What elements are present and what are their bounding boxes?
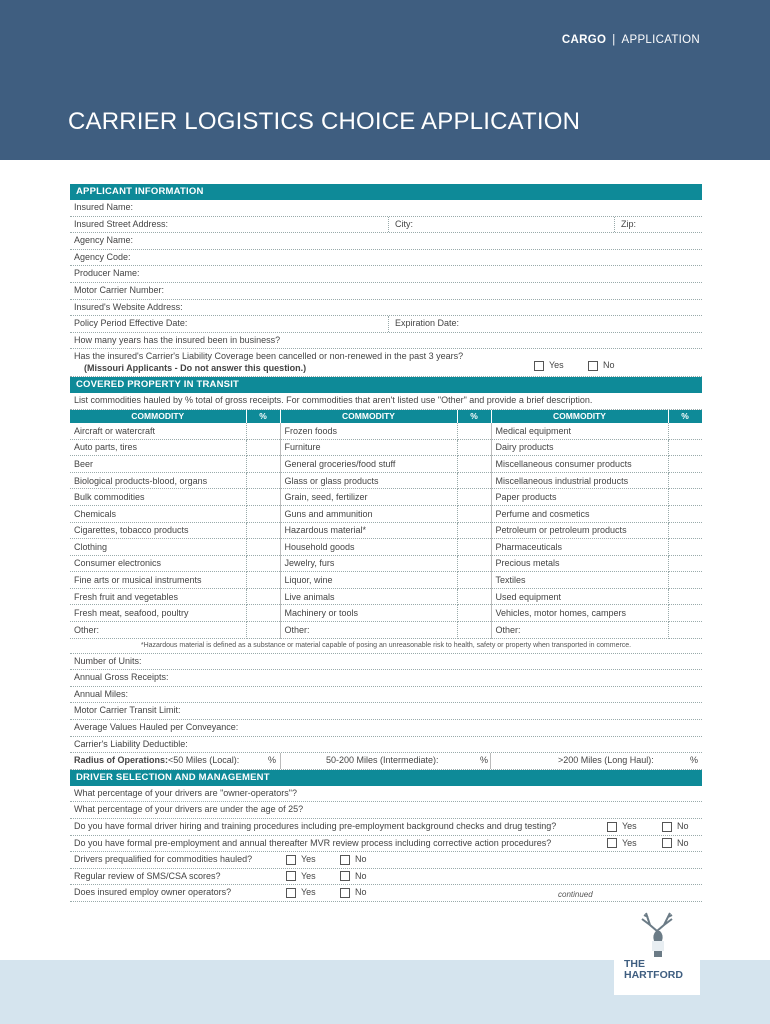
q4-yes-option[interactable]: [607, 836, 637, 852]
logo-line2: HARTFORD: [624, 969, 683, 981]
commodity-pct-input[interactable]: [457, 522, 491, 539]
radius-divider: [280, 753, 281, 769]
commodity-pct-input[interactable]: [457, 555, 491, 572]
checkbox[interactable]: [286, 871, 296, 881]
commodity-pct-input[interactable]: [457, 622, 491, 639]
yes-label: Yes: [622, 837, 637, 848]
radius-label: Radius of Operations:: [74, 755, 169, 766]
commodity-name: Vehicles, motor homes, campers: [491, 605, 668, 622]
commodity-pct-input[interactable]: [668, 588, 702, 605]
checkbox[interactable]: [286, 888, 296, 898]
commodity-name: Dairy products: [491, 439, 668, 456]
commodity-row: [70, 456, 702, 473]
radius-row: [70, 753, 702, 770]
no-label: No: [355, 887, 367, 898]
radius-long-pct[interactable]: %: [690, 755, 699, 766]
section-driver-heading: DRIVER SELECTION AND MANAGEMENT: [70, 770, 702, 786]
commodity-pct-input[interactable]: [457, 539, 491, 556]
deductible-label: Carrier's Liability Deductible:: [74, 738, 188, 749]
radius-inter-label: 50-200 Miles (Intermediate):: [326, 755, 439, 766]
zip-field[interactable]: Zip:: [614, 217, 636, 233]
col-pct: %: [246, 410, 280, 423]
continued-note: continued: [558, 890, 593, 899]
col-commodity: COMMODITY: [70, 410, 246, 423]
logo-line1: THE: [624, 958, 645, 970]
years-in-business-field[interactable]: [70, 333, 702, 350]
commodity-name: Liquor, wine: [280, 572, 457, 589]
street-label: Insured Street Address:: [74, 218, 169, 229]
years-label: How many years has the insured been in business?: [74, 334, 281, 345]
cancelled-question: Has the insured's Carrier's Liability Coverage been cancelled or non-renewed in the past 3 years?: [74, 351, 464, 362]
commodity-row: [70, 505, 702, 522]
commodity-header-row: [70, 410, 702, 423]
commodity-name: Miscellaneous consumer products: [491, 456, 668, 473]
owner-operators-row: [70, 885, 702, 902]
q5-yes-option[interactable]: [286, 852, 316, 868]
q7-label: Does insured employ owner operators?: [74, 887, 232, 898]
checkbox[interactable]: [607, 838, 617, 848]
owner-operators-pct-field[interactable]: [70, 786, 702, 803]
stag-icon: [614, 905, 700, 961]
deductible-field[interactable]: [70, 737, 702, 754]
q1-label: What percentage of your drivers are "owner-operators"?: [74, 787, 297, 798]
agency-name-field[interactable]: [70, 233, 702, 250]
annual-miles-field[interactable]: [70, 687, 702, 704]
yes-label: Yes: [549, 360, 564, 371]
commodity-pct-input[interactable]: [668, 505, 702, 522]
commodity-name: Guns and ammunition: [280, 505, 457, 522]
commodity-name: Precious metals: [491, 555, 668, 572]
no-label: No: [677, 821, 689, 831]
commodity-name: Bulk commodities: [70, 489, 246, 506]
commodity-pct-input[interactable]: [246, 505, 280, 522]
commodity-pct-input[interactable]: [457, 439, 491, 456]
commodity-row: [70, 572, 702, 589]
units-label: Number of Units:: [74, 655, 142, 666]
mvr-review-row: [70, 836, 702, 853]
commodity-pct-input[interactable]: [668, 572, 702, 589]
commodity-name: Other:: [491, 622, 668, 639]
commodity-pct-input[interactable]: [668, 622, 702, 639]
commodity-pct-input[interactable]: [246, 555, 280, 572]
q5-label: Drivers prequalified for commodities hauled?: [74, 854, 253, 865]
commodity-row: [70, 605, 702, 622]
commodity-pct-input[interactable]: [246, 489, 280, 506]
checkbox[interactable]: [286, 855, 296, 865]
agency-name-label: Agency Name:: [74, 235, 134, 246]
commodity-row: [70, 439, 702, 456]
commodity-pct-input[interactable]: [668, 489, 702, 506]
cancelled-question-row: [70, 349, 702, 377]
commodity-name: Jewelry, furs: [280, 555, 457, 572]
commodity-pct-input[interactable]: [457, 456, 491, 473]
q4-no-option[interactable]: [662, 836, 689, 852]
commodity-row: [70, 423, 702, 439]
policy-effective-label: Policy Period Effective Date:: [74, 318, 188, 329]
commodity-pct-input[interactable]: [457, 588, 491, 605]
commodity-row: [70, 555, 702, 572]
q6-no-option[interactable]: [340, 869, 367, 885]
commodity-pct-input[interactable]: [668, 439, 702, 456]
commodity-pct-input[interactable]: [246, 456, 280, 473]
commodity-row: [70, 588, 702, 605]
commodity-pct-input[interactable]: [246, 539, 280, 556]
commodity-pct-input[interactable]: [246, 423, 280, 439]
gross-receipts-field[interactable]: [70, 670, 702, 687]
q3-yes-option[interactable]: [607, 819, 637, 835]
commodity-name: Other:: [280, 622, 457, 639]
under-25-pct-field[interactable]: [70, 802, 702, 819]
commodity-row: [70, 522, 702, 539]
q6-yes-option[interactable]: [286, 869, 316, 885]
commodity-name: Clothing: [70, 539, 246, 556]
radius-local-pct[interactable]: %: [268, 755, 277, 766]
yes-label: Yes: [301, 887, 316, 898]
policy-date-field[interactable]: [70, 316, 702, 333]
prequalified-row: [70, 852, 702, 869]
commodity-pct-input[interactable]: [246, 572, 280, 589]
producer-name-field[interactable]: [70, 266, 702, 283]
breadcrumb-separator: |: [612, 34, 616, 46]
city-field[interactable]: City:: [388, 217, 413, 233]
logo-text: [624, 959, 683, 981]
website-field[interactable]: [70, 300, 702, 317]
hiring-procedures-row: [70, 819, 702, 836]
commodity-row: [70, 489, 702, 506]
radius-divider: [490, 753, 491, 769]
insured-name-field[interactable]: [70, 200, 702, 217]
commodity-pct-input[interactable]: [246, 439, 280, 456]
sms-csa-row: [70, 869, 702, 886]
commodity-name: Consumer electronics: [70, 555, 246, 572]
checkbox[interactable]: [340, 888, 350, 898]
commodity-name: Other:: [70, 622, 246, 639]
commodity-name: Frozen foods: [280, 423, 457, 439]
commodity-name: Fresh fruit and vegetables: [70, 588, 246, 605]
cancelled-no-option[interactable]: [588, 359, 615, 371]
street-address-field[interactable]: [70, 217, 702, 234]
col-pct: %: [457, 410, 491, 423]
checkbox[interactable]: [340, 855, 350, 865]
commodity-pct-input[interactable]: [457, 572, 491, 589]
commodity-name: Beer: [70, 456, 246, 473]
commodity-pct-input[interactable]: [246, 472, 280, 489]
commodity-name: Fresh meat, seafood, poultry: [70, 605, 246, 622]
commodity-row: [70, 539, 702, 556]
col-commodity: COMMODITY: [280, 410, 457, 423]
commodity-pct-input[interactable]: [457, 505, 491, 522]
radius-long-label: >200 Miles (Long Haul):: [558, 755, 654, 766]
commodity-name: Aircraft or watercraft: [70, 423, 246, 439]
agency-code-label: Agency Code:: [74, 251, 131, 262]
commodity-name: Used equipment: [491, 588, 668, 605]
yes-label: Yes: [301, 870, 316, 881]
commodity-pct-input[interactable]: [457, 472, 491, 489]
units-field[interactable]: [70, 654, 702, 671]
commodity-name: Pharmaceuticals: [491, 539, 668, 556]
commodity-name: Auto parts, tires: [70, 439, 246, 456]
agency-code-field[interactable]: [70, 250, 702, 267]
breadcrumb-section: APPLICATION: [621, 34, 700, 46]
commodity-pct-input[interactable]: [457, 489, 491, 506]
commodity-pct-input[interactable]: [457, 605, 491, 622]
transit-limit-field[interactable]: [70, 703, 702, 720]
checkbox[interactable]: [534, 361, 544, 371]
avg-values-field[interactable]: [70, 720, 702, 737]
page-header: [0, 0, 770, 160]
q7-no-option[interactable]: [340, 885, 367, 901]
q4-label: Do you have formal pre-employment and annual thereafter MVR review process including corrective action procedures?: [74, 837, 552, 848]
commodity-name: Glass or glass products: [280, 472, 457, 489]
checkbox[interactable]: [662, 838, 672, 848]
commodity-name: Petroleum or petroleum products: [491, 522, 668, 539]
col-commodity: COMMODITY: [491, 410, 668, 423]
transit-limit-label: Motor Carrier Transit Limit:: [74, 705, 181, 716]
q2-label: What percentage of your drivers are under the age of 25?: [74, 804, 304, 815]
radius-local-label: <50 Miles (Local):: [168, 755, 240, 766]
cancelled-yes-option[interactable]: [534, 359, 564, 371]
page-title: CARRIER LOGISTICS CHOICE APPLICATION: [68, 108, 581, 135]
q7-yes-option[interactable]: [286, 885, 316, 901]
col-pct: %: [668, 410, 702, 423]
yes-label: Yes: [301, 854, 316, 865]
commodity-pct-input[interactable]: [246, 522, 280, 539]
section-covered-heading: COVERED PROPERTY IN TRANSIT: [70, 377, 702, 393]
checkbox[interactable]: [662, 822, 672, 832]
q5-no-option[interactable]: [340, 852, 367, 868]
gross-label: Annual Gross Receipts:: [74, 672, 169, 683]
checkbox[interactable]: [607, 822, 617, 832]
commodity-table: [70, 410, 703, 639]
radius-inter-pct[interactable]: %: [480, 755, 489, 766]
commodity-name: Furniture: [280, 439, 457, 456]
missouri-note: (Missouri Applicants - Do not answer this question.): [84, 363, 307, 374]
commodity-name: Live animals: [280, 588, 457, 605]
breadcrumb-brand: CARGO: [561, 34, 607, 46]
motor-carrier-field[interactable]: [70, 283, 702, 300]
commodity-pct-input[interactable]: [668, 605, 702, 622]
no-label: No: [355, 870, 367, 881]
no-label: No: [677, 837, 689, 848]
commodity-name: Medical equipment: [491, 423, 668, 439]
commodity-row: [70, 472, 702, 489]
commodity-pct-input[interactable]: [668, 539, 702, 556]
commodity-name: General groceries/food stuff: [280, 456, 457, 473]
no-label: No: [355, 854, 367, 865]
commodity-pct-input[interactable]: [457, 423, 491, 439]
commodity-name: Perfume and cosmetics: [491, 505, 668, 522]
q3-label: Do you have formal driver hiring and training procedures including pre-employment background checks and drug testing?: [74, 821, 557, 831]
commodity-row: [70, 622, 702, 639]
avg-values-label: Average Values Hauled per Conveyance:: [74, 722, 239, 733]
commodity-name: Machinery or tools: [280, 605, 457, 622]
commodity-name: Fine arts or musical instruments: [70, 572, 246, 589]
commodity-name: Biological products-blood, organs: [70, 472, 246, 489]
section-applicant-heading: APPLICANT INFORMATION: [70, 184, 702, 200]
yes-label: Yes: [622, 821, 637, 831]
commodity-name: Cigarettes, tobacco products: [70, 522, 246, 539]
commodity-name: Hazardous material*: [280, 522, 457, 539]
insured-name-label: Insured Name:: [74, 202, 134, 212]
motor-carrier-label: Motor Carrier Number:: [74, 284, 165, 295]
commodity-name: Household goods: [280, 539, 457, 556]
commodity-pct-input[interactable]: [668, 522, 702, 539]
checkbox[interactable]: [588, 361, 598, 371]
expiration-date-field[interactable]: Expiration Date:: [388, 316, 459, 332]
header-breadcrumb: [562, 34, 700, 46]
hazard-note: *Hazardous material is defined as a substance or material capable of posing an unreasonable risk to health, safety or property when transported in commerce.: [70, 639, 702, 654]
commodity-name: Miscellaneous industrial products: [491, 472, 668, 489]
commodity-name: Paper products: [491, 489, 668, 506]
commodity-name: Textiles: [491, 572, 668, 589]
commodity-name: Grain, seed, fertilizer: [280, 489, 457, 506]
hartford-logo: [614, 905, 700, 995]
commodity-name: Chemicals: [70, 505, 246, 522]
commodity-pct-input[interactable]: [668, 555, 702, 572]
miles-label: Annual Miles:: [74, 688, 129, 699]
application-form: [70, 184, 702, 902]
commodity-pct-input[interactable]: [246, 605, 280, 622]
q3-no-option[interactable]: [662, 819, 689, 835]
commodity-pct-input[interactable]: [246, 588, 280, 605]
q6-label: Regular review of SMS/CSA scores?: [74, 870, 221, 881]
commodity-pct-input[interactable]: [668, 472, 702, 489]
producer-label: Producer Name:: [74, 268, 140, 279]
commodity-pct-input[interactable]: [668, 423, 702, 439]
checkbox[interactable]: [340, 871, 350, 881]
commodity-pct-input[interactable]: [246, 622, 280, 639]
website-label: Insured's Website Address:: [74, 301, 183, 312]
no-label: No: [603, 360, 615, 371]
commodity-pct-input[interactable]: [668, 456, 702, 473]
covered-instructions: List commodities hauled by % total of gross receipts. For commodities that aren't listed use "Other" and provide a brief description.: [70, 393, 702, 410]
